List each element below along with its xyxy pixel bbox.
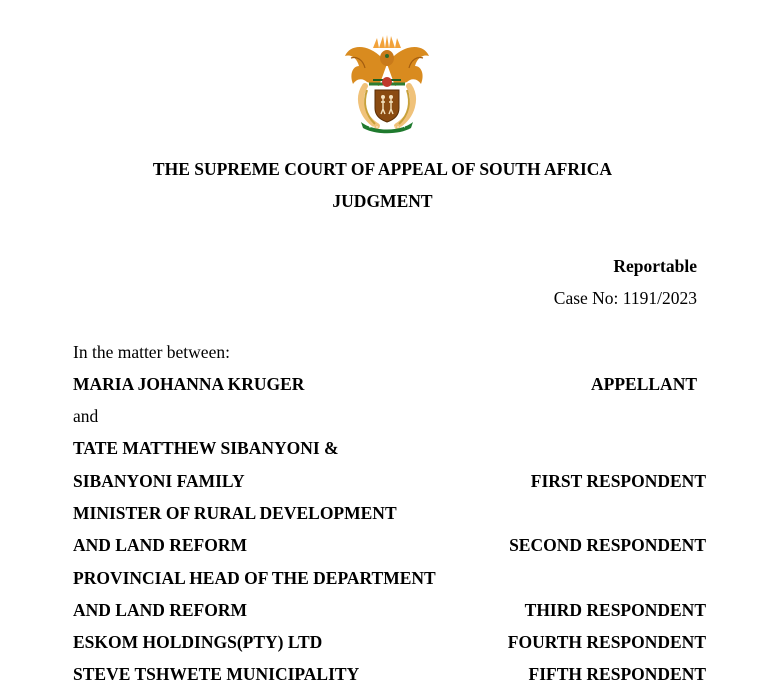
party-row (73, 534, 706, 556)
party-row (73, 567, 706, 589)
party-row (73, 663, 706, 685)
party-name: AND LAND REFORM (73, 535, 248, 555)
party-row (73, 599, 706, 621)
party-role: APPELLANT (591, 374, 697, 394)
court-name: THE SUPREME COURT OF APPEAL OF SOUTH AFRICA (152, 159, 613, 179)
parties-intro-text: In the matter between: (73, 342, 230, 362)
party-conjunction: and (73, 406, 99, 426)
party-role: FOURTH RESPONDENT (507, 632, 706, 652)
party-row (73, 373, 697, 395)
party-name: STEVE TSHWETE MUNICIPALITY (73, 664, 360, 684)
party-name: ESKOM HOLDINGS(PTY) LTD (73, 632, 323, 652)
party-role: FIFTH RESPONDENT (528, 664, 706, 684)
party-name: MARIA JOHANNA KRUGER (73, 374, 305, 394)
party-name: MINISTER OF RURAL DEVELOPMENT (73, 503, 397, 523)
party-row (73, 405, 706, 427)
party-name: PROVINCIAL HEAD OF THE DEPARTMENT (73, 568, 436, 588)
party-role: SECOND RESPONDENT (509, 535, 706, 555)
party-role: FIRST RESPONDENT (530, 471, 706, 491)
party-name: AND LAND REFORM (73, 600, 248, 620)
document-type: JUDGMENT (332, 191, 433, 211)
reportable-label: Reportable (613, 256, 697, 276)
party-name: SIBANYONI FAMILY (73, 471, 245, 491)
party-role: THIRD RESPONDENT (524, 600, 706, 620)
party-row (73, 631, 706, 653)
party-row (73, 437, 706, 459)
south-africa-coat-of-arms-icon (343, 34, 431, 134)
party-row (73, 470, 706, 492)
parties-intro (73, 341, 706, 363)
party-row (73, 502, 706, 524)
case-number: Case No: 1191/2023 (553, 288, 697, 308)
party-name: TATE MATTHEW SIBANYONI & (73, 438, 339, 458)
